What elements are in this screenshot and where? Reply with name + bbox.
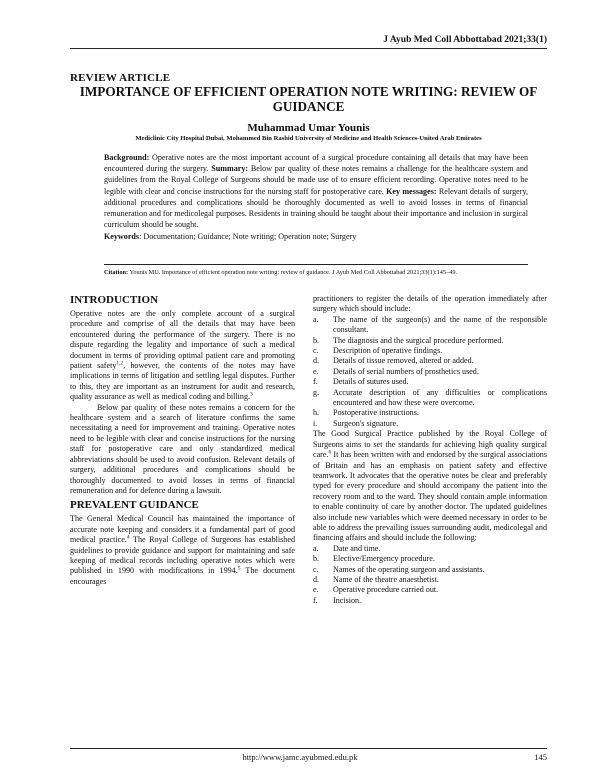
list-item-text: Details of serial numbers of prosthetics used. <box>333 366 479 376</box>
list-marker: a. <box>313 314 319 324</box>
list-item-text: Surgeon's signature. <box>333 418 399 428</box>
list-item-text: Postoperative instructions. <box>333 408 419 418</box>
list-item-text: The name of the surgeon(s) and the name of the responsible consultant. <box>333 314 547 335</box>
right-column <box>313 294 547 606</box>
list-item <box>313 377 547 387</box>
gsp-text-b: It has been written with and endorsed by the surgical associations of Britain and has an emphasis on patient safety and effective teamwork. It advocates that the operative notes be clear and preferably typed for every procedure and should accompany the patient into the recovery room and to the ward. They should contain ample information to enable continuity of care by another doctor. The updated guidelines also include new variables which were deemed necessary in order to be able to address the prevailing issues surrounding audit, medicolegal and financing affairs and should include the following: <box>313 450 547 543</box>
list-marker: d. <box>313 574 320 584</box>
list-item-text: Operative procedure carried out. <box>333 585 439 595</box>
author-affiliation: Mediclinic City Hospital Dubai, Mohammed Bin Rashid University of Medicine and Health Sciences-United Arab Emirates <box>135 135 482 142</box>
introduction-heading: INTRODUCTION <box>70 294 159 306</box>
reference-superscript: 5 <box>237 565 241 572</box>
list-item-text: Date and time. <box>333 543 381 553</box>
list-item <box>313 346 547 356</box>
abstract <box>104 152 528 243</box>
keywords-text: : Documentation; Guidance; Note writing; Operation note; Surgery <box>139 232 357 242</box>
citation <box>104 269 528 277</box>
header-divider <box>70 48 547 49</box>
list-marker: i. <box>313 418 318 428</box>
list-item <box>313 408 547 418</box>
list-marker: f. <box>313 595 318 605</box>
left-column <box>70 294 295 587</box>
abstract-divider <box>104 264 528 265</box>
keywords <box>104 231 528 242</box>
list-item <box>313 367 547 377</box>
footer-divider <box>70 748 547 749</box>
updated-variables-list <box>313 544 547 606</box>
list-item <box>313 565 547 575</box>
journal-reference: J Ayub Med Coll Abbottabad 2021;33(1) <box>383 35 547 45</box>
list-item <box>313 356 547 366</box>
prevalent-text-b: The Royal College of Surgeons has established guidelines to provide guidance and support for maintaining and safe keeping of medical records including operative notes which were published in 1990 with modifications in 1994. <box>70 535 295 576</box>
list-item-text: Name of the theatre anaesthetist. <box>333 574 439 584</box>
prevalent-paragraph <box>70 514 295 587</box>
article-type: REVIEW ARTICLE <box>70 72 171 84</box>
key-messages-text: Relevant details of surgery, additional procedures and complications should be thoroughly documented as well to avoid losses in terms of financial remuneration and for medicolegal purposes. Residents in training should be taught about their importance and inclusion in surgical curriculum should be sought. <box>104 186 529 230</box>
list-marker: a. <box>313 543 319 553</box>
list-item <box>313 585 547 595</box>
intro-paragraph-2: Below par quality of these notes remains a concern for the healthcare system and a search of literature confirms the same necessitating a need for improvement and training. Operative notes need to be legible with clear and concise instructions for the nursing staff for postoperative care and only standardized medical abbreviations should be used to avoid confusion. Relevant details of surgery, additional procedures and complications should be thoroughly documented to avoid losses in terms of financial remuneration and for defence during a lawsuit. <box>70 402 295 495</box>
background-text: Operative notes are the most important account of a surgical procedure containing all details that may have been encountered during the surgery. <box>104 153 528 174</box>
good-surgical-practice-paragraph <box>313 429 547 543</box>
citation-label: Citation: <box>104 269 129 276</box>
list-marker: e. <box>313 366 319 376</box>
list-item-text: Names of the operating surgeon and assistants. <box>333 564 485 574</box>
list-item <box>313 575 547 585</box>
author-name: Muhammad Umar Younis <box>247 122 370 134</box>
prevalent-text-a: The General Medical Council has maintained the importance of accurate note keeping and considers it a fundamental part of good medical practice. <box>70 514 295 545</box>
citation-text: Younis MU. Importance of efficient operation note writing: review of guidance. J Ayub Med Coll Abbottabad 2021;33(1):145–49. <box>128 269 458 276</box>
key-messages-label: Key messages: <box>386 186 437 196</box>
list-item <box>313 315 547 336</box>
list-item <box>313 554 547 564</box>
list-marker: g. <box>313 387 320 397</box>
list-marker: d. <box>313 356 320 366</box>
list-marker: f. <box>313 377 318 387</box>
article-title: IMPORTANCE OF EFFICIENT OPERATION NOTE WRITING: REVIEW OF GUIDANCE <box>79 84 538 114</box>
reference-superscript: 3 <box>250 391 253 398</box>
background-label: Background: <box>104 153 150 162</box>
intro-paragraph-1 <box>70 309 295 403</box>
prevalent-text-c: The document encourages <box>70 566 295 586</box>
list-marker: b. <box>313 335 320 345</box>
prevalent-guidance-heading: PREVALENT GUIDANCE <box>70 499 199 512</box>
gsp-text-a: The Good Surgical Practice published by the Royal College of Surgeons aims to set the standards for achieving high quality surgical care. <box>313 429 547 460</box>
list-item-text: Details of sutures used. <box>333 377 409 387</box>
list-item-text: The diagnosis and the surgical procedure performed. <box>333 335 504 345</box>
intro-text-a: Operative notes are the only complete account of a surgical procedure and comprise of all the details that may have been encountered during the performance of the surgery. There is no dispute regarding the legality and importance of such a medical document in terms of providing optimal patient care and promoting patient safety <box>70 309 295 371</box>
list-item <box>313 336 547 346</box>
list-marker: c. <box>313 564 319 574</box>
list-item-text: Accurate description of any difficulties or complications encountered and how these were overcome. <box>333 387 547 408</box>
list-item-text: Details of tissue removed, altered or added. <box>333 356 474 366</box>
list-item <box>313 544 547 554</box>
summary-text: Below par quality of these notes remains a challenge for the healthcare system and guidelines from the Royal College of Surgeons should be made use of to ensure efficient recording. Operative notes need to be legible with clear and concise instructions for the nursing staff for postoperative care. <box>104 164 528 196</box>
continuation-paragraph: practitioners to register the details of the operation immediately after surgery which should include: <box>313 294 547 314</box>
reference-superscript: 1,2 <box>116 360 124 367</box>
summary-label: Summary: <box>211 164 249 174</box>
list-item-text: Incision. <box>333 595 362 605</box>
operative-note-contents-list <box>313 315 547 429</box>
keywords-label: Keywords <box>104 232 140 242</box>
intro-text-b: , however, the contents of the notes may have implications in terms of litigation and settling legal disputes. Further to this, they are important as an instrument for audit and research, quality assurance as well as medical coding and billing. <box>70 361 295 402</box>
page-number: 145 <box>534 752 547 762</box>
reference-superscript: 4 <box>126 534 130 541</box>
list-marker: b. <box>313 554 320 564</box>
list-item-text: Description of operative findings. <box>333 346 443 356</box>
list-marker: c. <box>313 346 319 356</box>
list-marker: e. <box>313 585 319 595</box>
abstract-paragraph <box>104 152 528 230</box>
list-item-text: Elective/Emergency procedure. <box>333 554 435 564</box>
list-item <box>313 596 547 606</box>
list-item <box>313 419 547 429</box>
list-item <box>313 388 547 409</box>
list-marker: h. <box>313 408 320 418</box>
reference-superscript: 6 <box>328 449 332 456</box>
footer-url[interactable]: http://www.jamc.ayubmed.edu.pk <box>242 752 358 762</box>
